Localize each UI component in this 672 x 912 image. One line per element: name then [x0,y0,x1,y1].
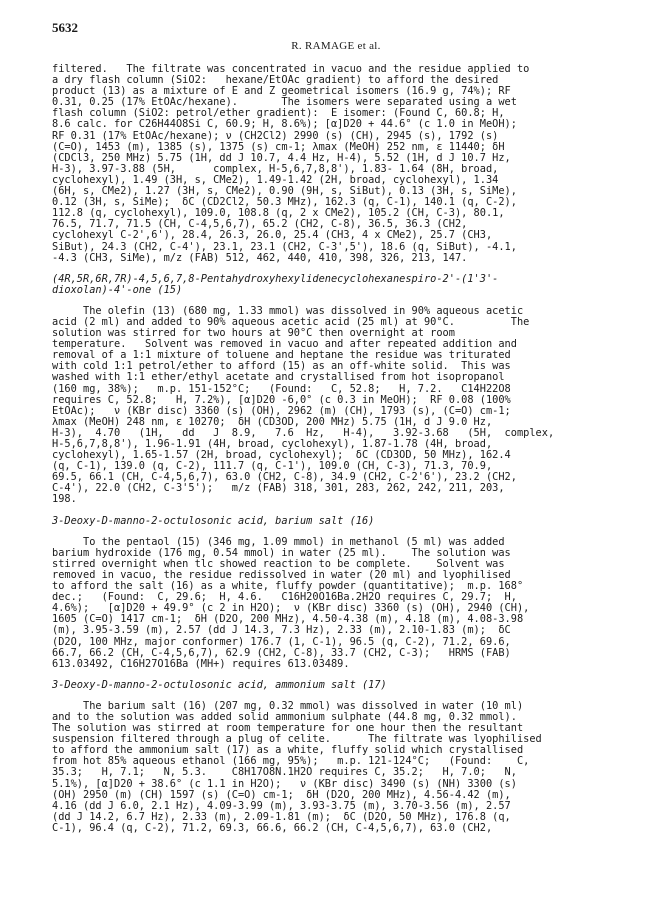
text-line: To the pentaol (15) (346 mg, 1.09 mmol) in methanol (5 ml) was added [52,535,505,548]
text-line: The barium salt (16) (207 mg, 0.32 mmol) was dissolved in water (10 ml) [52,699,524,712]
text-line: dioxolan)-4'-one (15) [52,283,183,296]
text-line: flash column (SiO2: petrol/ether gradient): E isomer: (Found C, 60.8; H, [52,107,505,120]
text-line: with cold 1:1 petrol/ether to afford (15) as an off-white solid. This was [52,360,511,373]
text-line: washed with 1:1 ether/ethyl acetate and crystallised from hot isopropanol [52,371,505,384]
paragraph [52,537,664,670]
text-line: acid (2 ml) and added to 90% aqueous acetic acid (25 ml) at 90°C. The [52,315,530,328]
text-line: 613.03492, C16H27O16Ba (MH+) requires 613.03489. [52,657,350,670]
text-line: to afford the salt (16) as a white, fluffy powder (quantitative); m.p. 168° [52,580,524,593]
text-line: (6H, s, CMe2), 1.27 (3H, s, CMe2), 0.90 (9H, s, SiBut), 0.13 (3H, s, SiMe), [52,185,517,198]
paragraph [52,701,664,834]
text-line: 4.6%); [α]D20 + 49.9° (c 2 in H2O); ν (KBr disc) 3360 (s) (OH), 2940 (CH), [52,602,530,615]
text-line: (D2O, 100 MHz, major conformer) 176.7 (1, C-1), 96.5 (q, C-2), 71.2, 69.6, [52,635,511,648]
text-line: 3-Deoxy-D-manno-2-octulosonic acid, ammonium salt (17) [52,678,387,691]
text-line: removal of a 1:1 mixture of toluene and heptane the residue was triturated [52,349,511,362]
text-line: (q, C-1), 139.0 (q, C-2), 111.7 (q, C-1'), 109.0 (CH, C-3), 71.3, 70.9, [52,460,493,473]
text-line: from hot 85% aqueous ethanol (166 mg, 95%); m.p. 121-124°C; (Found: C, [52,755,530,768]
text-line: solution was stirred for two hours at 90°C then overnight at room [52,327,455,340]
text-line: product (13) as a mixture of E and Z geometrical isomers (16.9 g, 74%); RF [52,85,511,98]
text-line: (dd J 14.2, 6.7 Hz), 2.33 (m), 2.09-1.81 (m); δC (D2O, 50 MHz), 176.8 (q, [52,810,511,823]
text-line: cyclohexyl C-2',6'), 28.4, 26.3, 26.0, 25.4 (CH3, 4 x CMe2), 25.7 (CH3, [52,229,493,242]
text-line: stirred overnight when tlc showed reaction to be complete. Solvent was [52,557,505,570]
text-line: H-3), 3.97-3.88 (5H, complex, H-5,6,7,8,8'), 1.83- 1.64 (8H, broad, [52,162,499,175]
text-line: requires C, 52.8; H, 7.2%), [α]D20 -6,0° (c 0.3 in MeOH); RF 0.08 (100% [52,393,511,406]
text-line: (OH) 2950 (m) (CH) 1597 (s) (C=O) cm-1; δH (D2O, 200 MHz), 4.56-4.42 (m), [52,788,511,801]
text-line: and to the solution was added solid ammonium sulphate (44.8 mg, 0.32 mmol). [52,710,517,723]
text-line: 3-Deoxy-D-manno-2-octulosonic acid, barium salt (16) [52,514,375,527]
page-number: 5632 [52,20,78,35]
text-line: H-5,6,7,8,8'), 1.96-1.91 (4H, broad, cyclohexyl), 1.87-1.78 (4H, broad, [52,438,493,450]
text-line: removed in vacuo, the residue redissolved in water (20 ml) and lyophilised [52,568,511,581]
text-line: 76.5, 71.7, 71.5 (CH, C-4,5,6,7), 65.2 (CH2, C-8), 36.5, 36.3 (CH2, [52,218,468,231]
text-line: λmax (MeOH) 248 nm, ε 10270; δH (CD3OD, 200 MHz) 5.75 (1H, d J 9.0 Hz, [52,415,493,428]
text-line: suspension filtered through a plug of celite. The filtrate was lyophilised [52,733,542,746]
text-line: barium hydroxide (176 mg, 0.54 mmol) in water (25 ml). The solution was [52,546,511,559]
paragraph [52,64,664,264]
text-line: RF 0.31 (17% EtOAc/hexane); ν (CH2Cl2) 2990 (s) (CH), 2945 (s), 1792 (s) [52,129,499,142]
text-line: H-3), 4.70 (1H, dd J 8.9, 7.6 Hz, H-4), 3.92-3.68 (5H, complex, [52,426,555,439]
text-line: C-1), 96.4 (q, C-2), 71.2, 69.3, 66.6, 66.2 (CH, C-4,5,6,7), 63.0 (CH2, [52,821,493,834]
text-line: The solution was stirred at room temperature for one hour then the resultant [52,722,524,735]
text-line: temperature. Solvent was removed in vacuo and after repeated addition and [52,338,517,351]
text-line: 198. [52,493,77,506]
text-line: cyclohexyl), 1.65-1.57 (2H, broad, cyclohexyl); δC (CD3OD, 50 MHz), 162.4 [52,449,511,462]
text-line: 69.5, 66.1 (CH, C-4,5,6,7), 63.0 (CH2, C-8), 34.9 (CH2, C-2'6'), 23.2 (CH2, [52,471,517,484]
section-heading [52,680,664,691]
paragraph [52,306,664,506]
text-line: C-4'), 22.0 (CH2, C-3'5'); m/z (FAB) 318, 301, 283, 262, 242, 211, 203, [52,482,505,495]
document-body [52,64,664,834]
text-line: (160 mg, 38%); m.p. 151-152°C; (Found: C, 52.8; H, 7.2. C14H22O8 [52,382,511,395]
text-line: filtered. The filtrate was concentrated in vacuo and the residue applied to [52,63,530,75]
text-line: 5.1%), [α]D20 + 38.6° (c 1.1 in H2O); ν (KBr disc) 3490 (s) (NH) 3300 (s) [52,777,517,790]
section-heading [52,274,664,296]
text-line: 4.16 (dd J 6.0, 2.1 Hz), 4.09-3.99 (m), 3.93-3.75 (m), 3.70-3.56 (m), 2.57 [52,799,511,812]
section-heading [52,516,664,527]
text-line: (CDCl3, 250 MHz) 5.75 (1H, dd J 10.7, 4.4 Hz, H-4), 5.52 (1H, d J 10.7 Hz, [52,151,511,164]
text-line: 1605 (C=O) 1417 cm-1; δH (D2O, 200 MHz), 4.50-4.38 (m), 4.18 (m), 4.08-3.98 [52,613,524,626]
text-line: 112.8 (q, cyclohexyl), 109.0, 108.8 (q, 2 x CMe2), 105.2 (CH, C-3), 80.1, [52,207,505,220]
text-line: a dry flash column (SiO2: hexane/EtOAc gradient) to afford the desired [52,74,499,87]
text-line: 0.12 (3H, s, SiMe); δC (CD2Cl2, 50.3 MHz), 162.3 (q, C-1), 140.1 (q, C-2), [52,196,517,209]
text-line: to afford the ammonium salt (17) as a white, fluffy solid which crystallised [52,744,524,757]
text-line: The olefin (13) (680 mg, 1.33 mmol) was dissolved in 90% aqueous acetic [52,304,524,317]
text-line: (C=O), 1453 (m), 1385 (s), 1375 (s) cm-1; λmax (MeOH) 252 nm, ε 11440; δH [52,140,505,153]
text-line: EtOAc); ν (KBr disc) 3360 (s) (OH), 2962 (m) (CH), 1793 (s), (C=O) cm-1; [52,404,511,417]
text-line: cyclohexyl), 1.49 (3H, s, CMe2), 1.49-1.42 (2H, broad, cyclohexyl), 1.34 [52,173,499,186]
text-line: 0.31, 0.25 (17% EtOAc/hexane). The isomers were separated using a wet [52,96,517,109]
text-line: 35.3; H, 7.1; N, 5.3. C8H17O8N.1H2O requires C, 35.2; H, 7.0; N, [52,766,517,779]
text-line: 8.6 calc. for C26H44O8Si C, 60.9; H, 8.6%); [α]D20 + 44.6° (c 1.0 in MeOH); [52,118,517,131]
text-line: (m), 3.95-3.59 (m), 2.57 (dd J 14.3, 7.3 Hz), 2.33 (m), 2.10-1.83 (m); δC [52,624,511,637]
text-line: SiBut), 24.3 (CH2, C-4'), 23.1, 23.1 (CH2, C-3',5'), 18.6 (q, SiBut), -4.1, [52,240,517,253]
text-line: (4R,5R,6R,7R)-4,5,6,7,8-Pentahydroxyhexylidenecyclohexanespiro-2'-(1'3'- [52,272,499,285]
text-line: -4.3 (CH3, SiMe), m/z (FAB) 512, 462, 440, 410, 398, 326, 213, 147. [52,251,468,264]
text-line: 66.7, 66.2 (CH, C-4,5,6,7), 62.9 (CH2, C-8), 33.7 (CH2, C-3); HRMS (FAB) [52,646,511,659]
running-head: R. RAMAGE et al. [291,40,381,52]
text-line: dec.; (Found: C, 29.6; H, 4.6. C16H20O16Ba.2H2O requires C, 29.7; H, [52,591,517,604]
